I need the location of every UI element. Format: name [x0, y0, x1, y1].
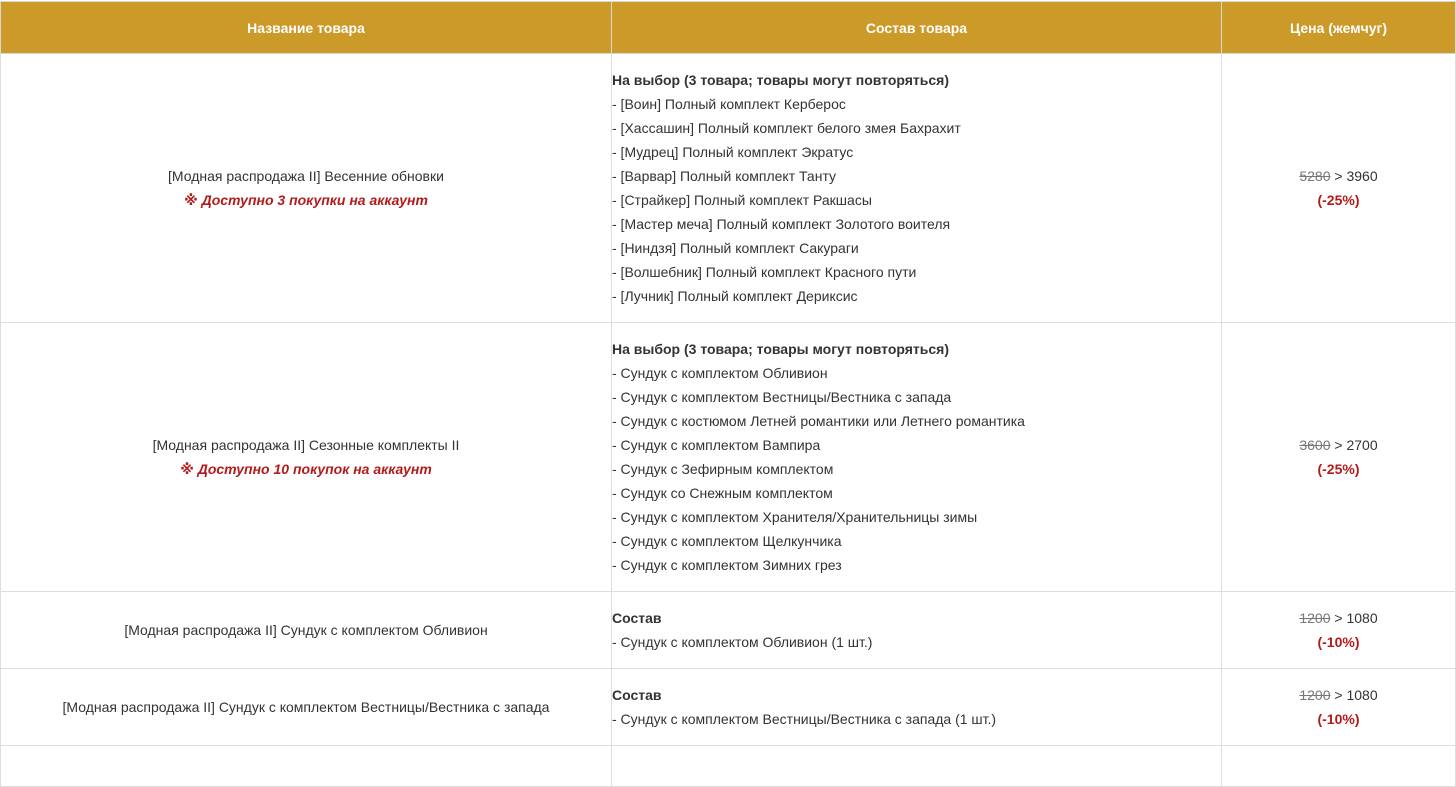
product-name: [Модная распродажа II] Весенние обновки [168, 168, 444, 184]
composition-item: - Сундук с комплектом Обливион [612, 365, 828, 381]
discount-badge: (-10%) [1317, 634, 1360, 650]
table-row [1, 54, 1456, 323]
product-price-cell [1222, 54, 1456, 323]
composition-item: - [Мастер меча] Полный комплект Золотого воителя [612, 216, 951, 232]
product-name: [Модная распродажа II] Сезонные комплекты II [152, 437, 460, 453]
composition-item: - Сундук с комплектом Вампира [612, 437, 821, 453]
product-name-cell [1, 746, 612, 787]
composition-item: - Сундук с комплектом Зимних грез [612, 557, 842, 573]
product-price-cell [1222, 746, 1456, 787]
price-line [1222, 164, 1455, 188]
header-name: Название товара [1, 2, 612, 54]
price-line [1222, 683, 1455, 707]
purchase-limit: ※ Доступно 10 покупок на аккаунт [180, 461, 432, 477]
discount-badge: (-25%) [1317, 461, 1360, 477]
table-row [1, 746, 1456, 787]
old-price: 1200 [1299, 610, 1331, 626]
composition-item: - [Мудрец] Полный комплект Экратус [612, 144, 854, 160]
product-composition-cell [612, 669, 1222, 746]
composition-item: - [Ниндзя] Полный комплект Сакураги [612, 240, 859, 256]
composition-item: - Сундук с Зефирным комплектом [612, 461, 834, 477]
composition-item: - Сундук с комплектом Вестницы/Вестника с запада (1 шт.) [612, 711, 997, 727]
purchase-limit: ※ Доступно 3 покупки на аккаунт [184, 192, 428, 208]
composition-item: - Сундук с комплектом Щелкунчика [612, 533, 842, 549]
product-composition-cell [612, 323, 1222, 592]
new-price: > 1080 [1330, 687, 1378, 703]
composition-item: - Сундук со Снежным комплектом [612, 485, 833, 501]
product-composition-cell [612, 54, 1222, 323]
price-line [1222, 433, 1455, 457]
product-name-cell [1, 54, 612, 323]
table-row [1, 323, 1456, 592]
product-price-cell [1222, 669, 1456, 746]
product-name-cell [1, 323, 612, 592]
product-name-cell [1, 592, 612, 669]
composition-title: Состав [612, 610, 662, 626]
discount-badge: (-25%) [1317, 192, 1360, 208]
composition-item: - Сундук с комплектом Вестницы/Вестника с запада [612, 389, 952, 405]
composition-item: - [Хассашин] Полный комплект белого змея Бахрахит [612, 120, 961, 136]
discount-badge: (-10%) [1317, 711, 1360, 727]
header-composition: Состав товара [612, 2, 1222, 54]
composition-item: - [Лучник] Полный комплект Дериксис [612, 288, 858, 304]
old-price: 1200 [1299, 687, 1331, 703]
new-price: > 2700 [1330, 437, 1378, 453]
product-composition-cell [612, 592, 1222, 669]
composition-item: - Сундук с комплектом Обливион (1 шт.) [612, 634, 873, 650]
new-price: > 3960 [1330, 168, 1378, 184]
old-price: 5280 [1299, 168, 1331, 184]
product-name: [Модная распродажа II] Сундук с комплектом Вестницы/Вестника с запада [62, 699, 550, 715]
composition-item: - [Воин] Полный комплект Керберос [612, 96, 846, 112]
product-name: [Модная распродажа II] Сундук с комплектом Обливион [124, 622, 488, 638]
table-row [1, 669, 1456, 746]
composition-item: - [Страйкер] Полный комплект Ракшасы [612, 192, 872, 208]
new-price: > 1080 [1330, 610, 1378, 626]
composition-item: - Сундук с комплектом Хранителя/Хранительницы зимы [612, 509, 978, 525]
header-price: Цена (жемчуг) [1222, 2, 1456, 54]
product-price-cell [1222, 592, 1456, 669]
table-row [1, 592, 1456, 669]
product-composition-cell [612, 746, 1222, 787]
table-header-row [1, 2, 1456, 54]
composition-title: На выбор (3 товара; товары могут повторяться) [612, 72, 950, 88]
composition-item: - [Варвар] Полный комплект Танту [612, 168, 837, 184]
composition-item: - Сундук с костюмом Летней романтики или Летнего романтика [612, 413, 1025, 429]
product-price-cell [1222, 323, 1456, 592]
old-price: 3600 [1299, 437, 1331, 453]
composition-title: На выбор (3 товара; товары могут повторяться) [612, 341, 950, 357]
composition-title: Состав [612, 687, 662, 703]
product-table [0, 1, 1456, 787]
product-name-cell [1, 669, 612, 746]
composition-item: - [Волшебник] Полный комплект Красного пути [612, 264, 917, 280]
price-line [1222, 606, 1455, 630]
